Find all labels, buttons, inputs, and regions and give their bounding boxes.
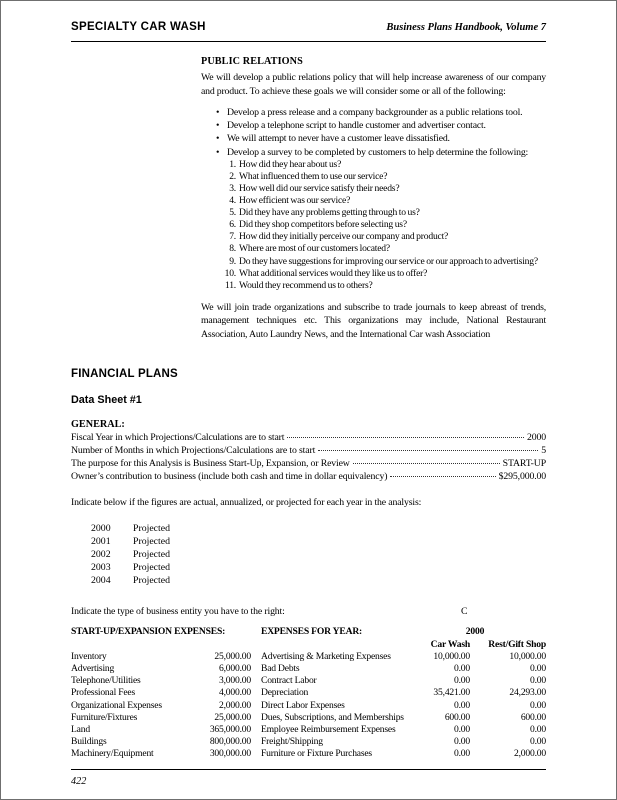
question-number: 8. (229, 243, 236, 255)
survey-question-list (201, 159, 546, 292)
bullet-list (201, 106, 546, 159)
bullet-icon: • (216, 107, 220, 118)
bullet-item (201, 132, 546, 145)
year-expense-car-wash-value: 600.00 (444, 711, 470, 723)
public-relations-closing: We will join trade organizations and subscribe to trade journals to keep abreast of trends, management techniques etc. This organizations may include, National Restaurant Association, Auto Laundry News, and the International Car wash Association (201, 301, 546, 340)
question-text: Where are most of our customers located? (239, 243, 390, 255)
year-status-row (91, 522, 546, 535)
startup-expense-label: Advertising (71, 662, 115, 674)
startup-expense-label: Organizational Expenses (71, 699, 162, 711)
survey-question (201, 183, 546, 195)
year-expense-rest-gift-value: 0.00 (530, 736, 546, 748)
survey-question (201, 195, 546, 207)
dotted-leader (353, 463, 500, 464)
question-number: 11. (224, 279, 236, 291)
startup-expenses-heading: START-UP/EXPANSION EXPENSES: (71, 626, 226, 638)
year-expense-label: Freight/Shipping (261, 736, 323, 748)
column-header-rest-gift-shop: Rest/Gift Shop (488, 638, 546, 650)
year-expense-car-wash-value: 0.00 (454, 748, 470, 760)
question-number: 2. (229, 170, 236, 182)
survey-question (201, 171, 546, 183)
question-text: What additional services would they like us to offer? (239, 267, 428, 279)
year-status: Projected (133, 549, 170, 561)
column-header-car-wash: Car Wash (430, 638, 470, 650)
question-number: 7. (229, 231, 236, 243)
dotted-leader (318, 450, 538, 451)
startup-expense-label: Furniture/Fixtures (71, 711, 138, 723)
startup-expense-value: 800,000.00 (209, 736, 251, 748)
bullet-icon: • (216, 133, 220, 145)
question-text: Would they recommend us to others? (239, 279, 373, 291)
general-line-label: Fiscal Year in which Projections/Calculations are to start (71, 432, 285, 444)
year-expense-car-wash-value: 0.00 (454, 736, 470, 748)
public-relations-section (201, 56, 546, 341)
question-number: 9. (229, 255, 236, 267)
startup-expense-value: 4,000.00 (219, 687, 251, 699)
year-expense-rest-gift-value: 0.00 (530, 723, 546, 735)
startup-expense-label: Telephone/Utilities (71, 675, 141, 687)
question-number: 3. (229, 183, 236, 194)
survey-question (201, 256, 546, 268)
page-header (71, 21, 546, 35)
handbook-title: Business Plans Handbook, Volume 7 (386, 22, 546, 33)
question-number: 4. (229, 195, 236, 207)
year-expense-label: Bad Debts (261, 662, 300, 674)
year-expense-rest-gift-value: 600.00 (520, 711, 546, 723)
startup-expense-label: Land (71, 723, 90, 735)
year-expense-car-wash-value: 10,000.00 (433, 650, 470, 662)
year-status-row (91, 535, 546, 548)
year-status-row (91, 561, 546, 574)
general-line-value: 5 (541, 445, 546, 457)
question-text: How did they initially perceive our company and product? (239, 231, 449, 243)
year-expenses-year: 2000 (465, 626, 485, 638)
year-expense-rest-gift-value: 0.00 (530, 675, 546, 687)
general-lines (71, 431, 546, 483)
startup-expense-label: Machinery/Equipment (71, 748, 154, 760)
year-expense-rest-gift-value: 2,000.00 (514, 748, 546, 760)
bullet-text: Develop a press release and a company backgrounder as a public relations tool. (227, 107, 523, 118)
startup-expense-value: 25,000.00 (214, 650, 251, 662)
startup-expense-value: 6,000.00 (219, 662, 251, 674)
year-expense-label: Direct Labor Expenses (261, 699, 345, 711)
bullet-text: Develop a telephone script to handle customer and advertiser contact. (227, 120, 486, 132)
year-expense-car-wash-value: 0.00 (454, 723, 470, 735)
figures-note: Indicate below if the figures are actual, annualized, or projected for each year in the analysis: (71, 497, 422, 509)
dotted-leader (390, 476, 495, 477)
public-relations-intro: We will develop a public relations policy that will help increase awareness of our company and product. To achieve these goals we will consider some or all of the following: (201, 72, 546, 97)
bullet-text: We will attempt to never have a customer leave dissatisfied. (227, 133, 450, 145)
question-text: How did they hear about us? (239, 158, 342, 170)
startup-expense-label: Professional Fees (71, 687, 136, 699)
year-expense-label: Depreciation (261, 687, 309, 699)
year-status-row (91, 548, 546, 561)
general-line (71, 444, 546, 457)
general-line-label: Owner’s contribution to business (include both cash and time in dollar equivalency) (71, 471, 388, 483)
year-label: 2003 (91, 562, 111, 574)
general-line-label: The purpose for this Analysis is Business Start-Up, Expansion, or Review (71, 458, 350, 470)
general-line-value: 2000 (527, 432, 546, 444)
general-line (71, 431, 546, 444)
page-footer (71, 769, 546, 788)
year-expenses-table (261, 626, 546, 760)
question-number: 5. (229, 207, 236, 219)
year-expense-rest-gift-value: 24,293.00 (509, 687, 546, 699)
startup-expense-label: Inventory (71, 650, 107, 662)
year-expense-car-wash-value: 0.00 (454, 675, 470, 687)
year-status-row (91, 574, 546, 587)
question-number: 1. (229, 158, 236, 170)
bullet-icon: • (216, 146, 220, 158)
year-expense-car-wash-value: 0.00 (454, 699, 470, 711)
general-line-value: START-UP (502, 458, 546, 470)
startup-expense-label: Buildings (71, 736, 107, 748)
year-expense-rest-gift-value: 0.00 (530, 699, 546, 711)
question-text: How well did our service satisfy their needs? (239, 183, 400, 194)
bullet-item (201, 106, 546, 119)
year-label: 2004 (91, 575, 111, 587)
question-text: Do they have suggestions for improving our service or our approach to advertising? (239, 255, 538, 267)
year-expenses-heading: EXPENSES FOR YEAR: (261, 626, 363, 638)
year-status-list (91, 522, 546, 587)
general-line (71, 470, 546, 483)
startup-expense-value: 25,000.00 (214, 711, 251, 723)
survey-question (201, 231, 546, 243)
question-text: Did they have any problems getting through to us? (239, 207, 420, 219)
year-expense-rest-gift-value: 10,000.00 (509, 650, 546, 662)
startup-expense-value: 3,000.00 (219, 675, 251, 687)
header-rule (71, 41, 546, 42)
entity-type-line (71, 605, 546, 618)
bullet-item (201, 146, 546, 159)
year-expense-label: Dues, Subscriptions, and Memberships (261, 711, 404, 723)
bullet-text: Develop a survey to be completed by customers to help determine the following: (227, 146, 529, 158)
question-text: How efficient was our service? (239, 195, 351, 207)
bullet-icon: • (216, 120, 220, 132)
expense-tables (71, 626, 546, 760)
year-expense-label: Furniture or Fixture Purchases (261, 748, 372, 760)
year-status: Projected (133, 536, 170, 548)
startup-expense-value: 2,000.00 (219, 699, 251, 711)
year-label: 2002 (91, 549, 111, 561)
year-expense-car-wash-value: 35,421.00 (433, 687, 470, 699)
year-status: Projected (133, 575, 170, 587)
year-expense-label: Employee Reimbursement Expenses (261, 723, 396, 735)
entity-note: Indicate the type of business entity you have to the right: (71, 606, 285, 618)
year-label: 2001 (91, 536, 111, 548)
startup-expense-value: 365,000.00 (209, 723, 251, 735)
year-expense-label: Advertising & Marketing Expenses (261, 650, 391, 662)
page-number: 422 (71, 776, 87, 787)
general-line-value: $295,000.00 (498, 471, 546, 483)
question-text: What influenced them to use our service? (239, 170, 388, 182)
question-number: 10. (224, 267, 236, 279)
bullet-item (201, 119, 546, 132)
public-relations-heading: PUBLIC RELATIONS (201, 56, 303, 67)
spacer-cell (261, 639, 404, 651)
year-status: Projected (133, 523, 170, 535)
startup-expenses-table (71, 626, 251, 760)
entity-type-value: C (461, 606, 468, 618)
general-heading: GENERAL: (71, 419, 125, 431)
dotted-leader (287, 437, 524, 438)
data-sheet-heading: Data Sheet #1 (71, 394, 142, 407)
year-expense-rest-gift-value: 0.00 (530, 662, 546, 674)
survey-question (201, 268, 546, 280)
chapter-title: SPECIALTY CAR WASH (71, 21, 206, 33)
survey-question (201, 207, 546, 219)
year-label: 2000 (91, 523, 111, 535)
survey-question (201, 280, 546, 292)
general-line (71, 457, 546, 470)
general-line-label: Number of Months in which Projections/Calculations are to start (71, 445, 316, 457)
year-expense-label: Contract Labor (261, 675, 317, 687)
survey-question (201, 243, 546, 255)
startup-expense-value: 300,000.00 (209, 748, 251, 760)
financial-plans-heading: FINANCIAL PLANS (71, 368, 178, 381)
question-number: 6. (229, 219, 236, 231)
question-text: Did they shop competitors before selecting us? (239, 219, 407, 231)
year-status: Projected (133, 562, 170, 574)
year-expense-car-wash-value: 0.00 (454, 662, 470, 674)
survey-question (201, 159, 546, 171)
survey-question (201, 219, 546, 231)
